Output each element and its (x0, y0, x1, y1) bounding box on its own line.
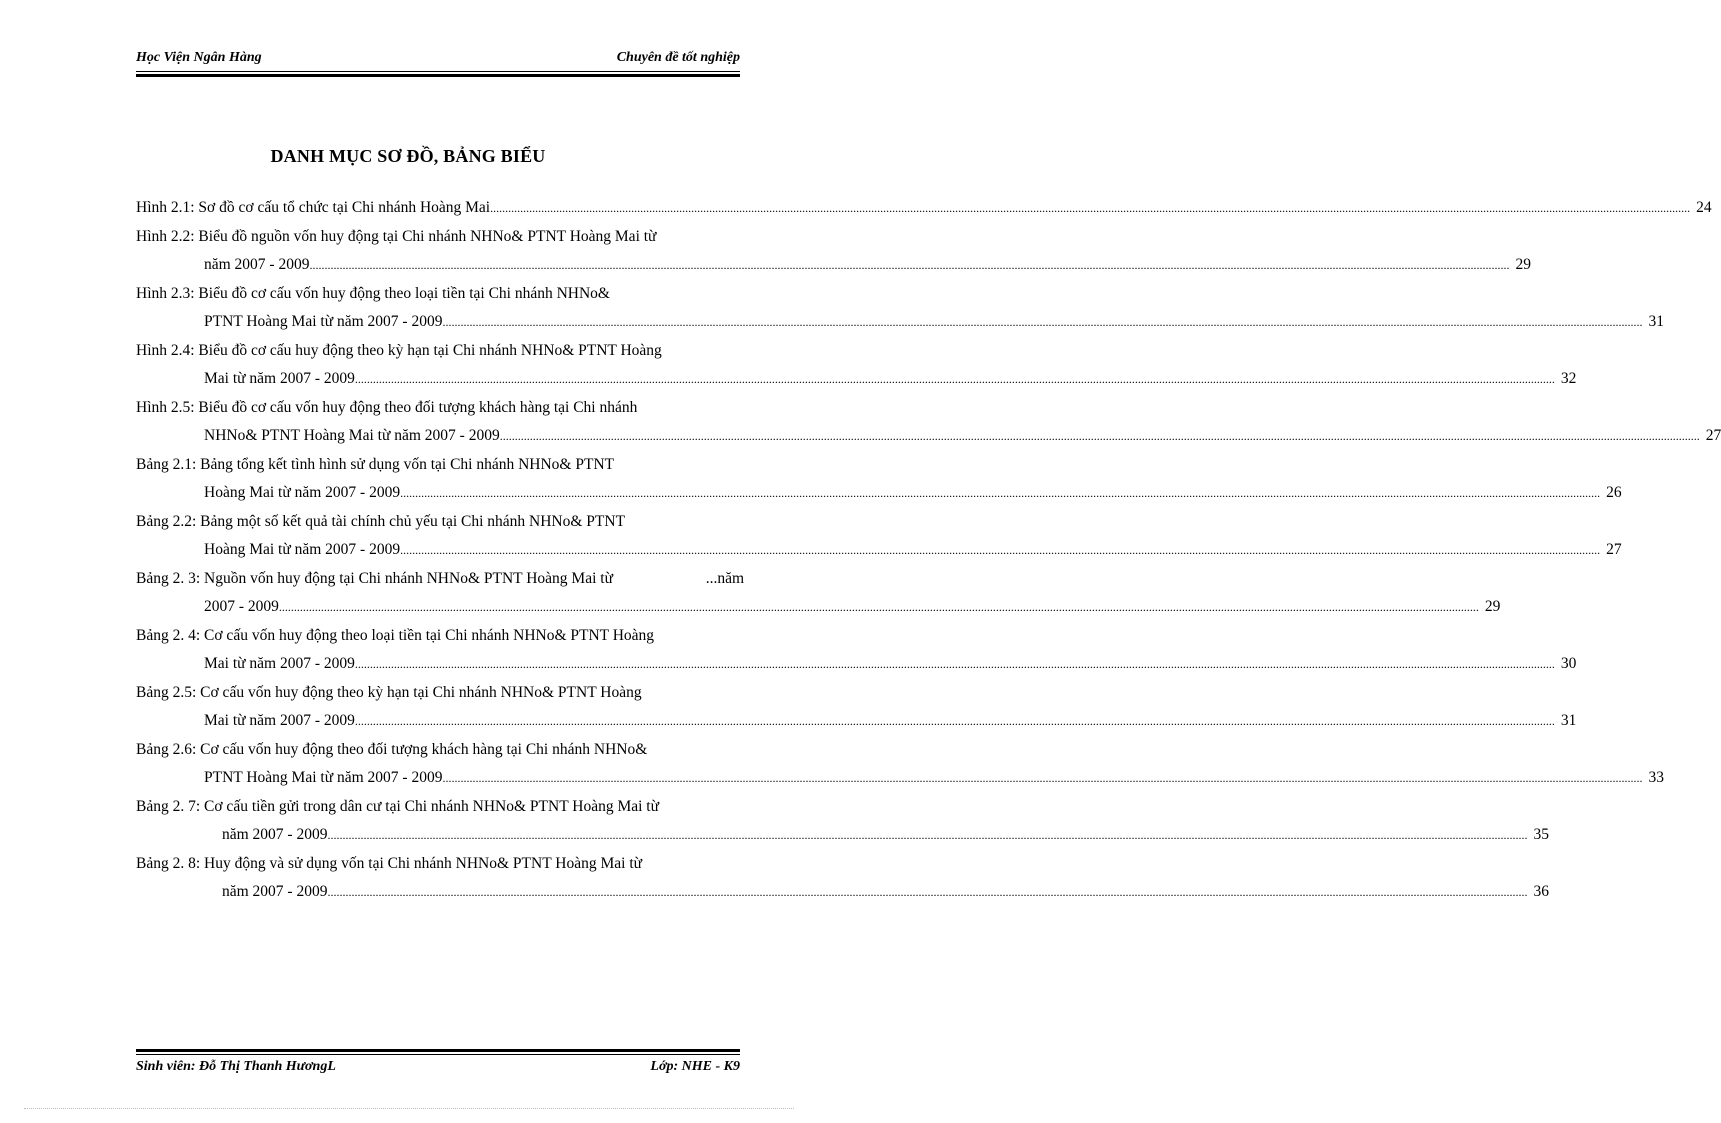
toc-page-number: 31 (1648, 313, 1664, 330)
toc-entry-continuation: 2007 - 2009 (204, 598, 279, 615)
header-doc-type: Chuyên đề tốt nghiệp (616, 50, 740, 65)
toc-entry-text: Hình 2.4: Biểu đồ cơ cấu huy động theo kỳ hạn tại Chi nhánh NHNo& PTNT Hoàng (136, 341, 662, 359)
table-of-figures (136, 194, 1721, 907)
toc-entry-line (136, 194, 1712, 223)
toc-entry-text: Hình 2.5: Biểu đồ cơ cấu vốn huy động theo đối tượng khách hàng tại Chi nhánh (136, 398, 638, 416)
toc-entry-line-2 (136, 251, 1531, 280)
toc-entry (136, 850, 1549, 907)
toc-entry-text: Hình 2.3: Biểu đồ cơ cấu vốn huy động theo loại tiền tại Chi nhánh NHNo& (136, 284, 610, 302)
toc-page-number: 32 (1560, 370, 1577, 387)
toc-entry-continuation: năm 2007 - 2009 (222, 883, 328, 900)
toc-entry-text: Bảng 2. 7: Cơ cấu tiền gửi trong dân cư tại Chi nhánh NHNo& PTNT Hoàng Mai từ (136, 797, 660, 815)
footer-rule-thin (136, 1054, 740, 1055)
footer-class: Lớp: NHE - K9 (650, 1059, 740, 1074)
toc-entry-line-2 (136, 764, 1664, 793)
footer-student: Sinh viên: Đỗ Thị Thanh HươngL (136, 1059, 336, 1074)
header-rule-thick (136, 74, 740, 77)
toc-entry-continuation: PTNT Hoàng Mai từ năm 2007 - 2009 (204, 313, 443, 330)
toc-entry (136, 736, 1664, 793)
toc-entry-continuation: Hoàng Mai từ năm 2007 - 2009 (204, 541, 401, 558)
toc-entry-text: Bảng 2.2: Bảng một số kết quả tài chính chủ yếu tại Chi nhánh NHNo& PTNT (136, 512, 626, 530)
toc-entry-line-2 (136, 365, 1577, 394)
toc-page-number: 29 (1515, 256, 1531, 273)
toc-entry-line-1 (136, 280, 744, 309)
dot-leader: ................................................................................................................................................................................................................................................................................................................................................................................................................ (442, 315, 1643, 329)
toc-entry-line-2 (136, 536, 1622, 565)
dot-leader: ................................................................................................................................................................................................................................................................................................................................................................................................................ (490, 201, 1691, 215)
toc-entry-line-1 (136, 337, 744, 366)
toc-entry-line-2 (136, 707, 1577, 736)
dot-leader: ................................................................................................................................................................................................................................................................................................................................................................................................................ (278, 600, 1479, 614)
toc-entry (136, 508, 1622, 565)
dot-leader: ................................................................................................................................................................................................................................................................................................................................................................................................................ (309, 258, 1510, 272)
toc-entry (136, 223, 1531, 280)
toc-entry-line-2 (136, 878, 1549, 907)
dot-leader: ................................................................................................................................................................................................................................................................................................................................................................................................................ (327, 885, 1528, 899)
toc-entry-continuation: NHNo& PTNT Hoàng Mai từ năm 2007 - 2009 (204, 427, 500, 444)
header-institution: Học Viện Ngân Hàng (136, 50, 262, 65)
toc-entry-line-1 (136, 850, 744, 879)
toc-page-number: 30 (1560, 655, 1577, 672)
toc-entry-continuation: năm 2007 - 2009 (204, 256, 310, 273)
dot-leader: ................................................................................................................................................................................................................................................................................................................................................................................................................ (354, 714, 1555, 728)
toc-entry (136, 280, 1664, 337)
toc-page-number: 35 (1533, 826, 1549, 843)
toc-entry-text: Bảng 2. 3: Nguồn vốn huy động tại Chi nhánh NHNo& PTNT Hoàng Mai từ (136, 569, 613, 587)
dot-leader: ................................................................................................................................................................................................................................................................................................................................................................................................................ (499, 429, 1700, 443)
toc-page-number: 36 (1533, 883, 1549, 900)
toc-entry-line-2 (136, 821, 1549, 850)
dot-leader: ................................................................................................................................................................................................................................................................................................................................................................................................................ (442, 771, 1643, 785)
toc-entry (136, 194, 1712, 223)
toc-entry (136, 451, 1622, 508)
toc-page-number: 27 (1606, 541, 1622, 558)
toc-entry-continuation: Mai từ năm 2007 - 2009 (204, 712, 355, 729)
toc-entry (136, 394, 1721, 451)
toc-entry (136, 622, 1577, 679)
toc-entry-text: Hình 2.1: Sơ đồ cơ cấu tổ chức tại Chi nhánh Hoàng Mai (136, 199, 491, 216)
toc-entry-text: Bảng 2.1: Bảng tổng kết tình hình sử dụng vốn tại Chi nhánh NHNo& PTNT (136, 455, 615, 473)
toc-page-number: 27 (1705, 427, 1721, 444)
page-title: DANH MỤC SƠ ĐỒ, BẢNG BIỂU (270, 146, 546, 166)
dot-leader: ................................................................................................................................................................................................................................................................................................................................................................................................................ (354, 372, 1555, 386)
toc-entry-continuation: Mai từ năm 2007 - 2009 (204, 370, 355, 387)
page-header (136, 50, 740, 70)
toc-entry-line-2 (136, 479, 1622, 508)
dot-leader: ................................................................................................................................................................................................................................................................................................................................................................................................................ (400, 486, 1601, 500)
toc-page-number: 29 (1484, 598, 1501, 615)
toc-entry (136, 679, 1577, 736)
toc-entry-line-1 (136, 622, 744, 651)
toc-entry-line-1 (136, 223, 744, 252)
toc-entry (136, 793, 1549, 850)
toc-entry-continuation: PTNT Hoàng Mai từ năm 2007 - 2009 (204, 769, 443, 786)
toc-entry-text: Bảng 2. 4: Cơ cấu vốn huy động theo loại tiền tại Chi nhánh NHNo& PTNT Hoàng (136, 626, 655, 644)
toc-entry (136, 565, 1501, 622)
toc-page-number: 31 (1560, 712, 1577, 729)
footer-rule-thick (136, 1049, 740, 1052)
toc-entry-line-2 (136, 650, 1577, 679)
header-rule-thin (136, 71, 740, 72)
toc-entry-line-1 (136, 451, 744, 480)
toc-entry-continuation: năm 2007 - 2009 (222, 826, 328, 843)
dot-leader: ................................................................................................................................................................................................................................................................................................................................................................................................................ (327, 828, 1528, 842)
toc-page-number: 24 (1696, 199, 1712, 216)
toc-entry-text: Bảng 2.6: Cơ cấu vốn huy động theo đối tượng khách hàng tại Chi nhánh NHNo& (136, 740, 648, 758)
dot-leader: ................................................................................................................................................................................................................................................................................................................................................................................................................ (400, 543, 1601, 557)
toc-entry-line-1 (136, 565, 744, 594)
toc-entry-continuation: Hoàng Mai từ năm 2007 - 2009 (204, 484, 401, 501)
toc-page-number: 26 (1606, 484, 1622, 501)
toc-entry-line-1 (136, 508, 744, 537)
page-footer (136, 1059, 740, 1079)
toc-entry (136, 337, 1577, 394)
toc-entry-line-1 (136, 679, 744, 708)
toc-entry-tail: ...năm (705, 569, 744, 587)
toc-entry-continuation: Mai từ năm 2007 - 2009 (204, 655, 355, 672)
toc-entry-text: Bảng 2. 8: Huy động và sử dụng vốn tại Chi nhánh NHNo& PTNT Hoàng Mai từ (136, 854, 643, 872)
toc-entry-text: Hình 2.2: Biểu đồ nguồn vốn huy động tại Chi nhánh NHNo& PTNT Hoàng Mai từ (136, 227, 657, 245)
toc-entry-line-1 (136, 736, 744, 765)
toc-entry-line-1 (136, 793, 744, 822)
toc-entry-line-2 (136, 422, 1721, 451)
toc-entry-line-1 (136, 394, 744, 423)
toc-page-number: 33 (1648, 769, 1664, 786)
toc-entry-line-2 (136, 308, 1664, 337)
toc-entry-line-2 (136, 593, 1501, 622)
dot-leader: ................................................................................................................................................................................................................................................................................................................................................................................................................ (354, 657, 1555, 671)
page-edge-divider (24, 1108, 794, 1109)
toc-entry-text: Bảng 2.5: Cơ cấu vốn huy động theo kỳ hạn tại Chi nhánh NHNo& PTNT Hoàng (136, 683, 642, 701)
